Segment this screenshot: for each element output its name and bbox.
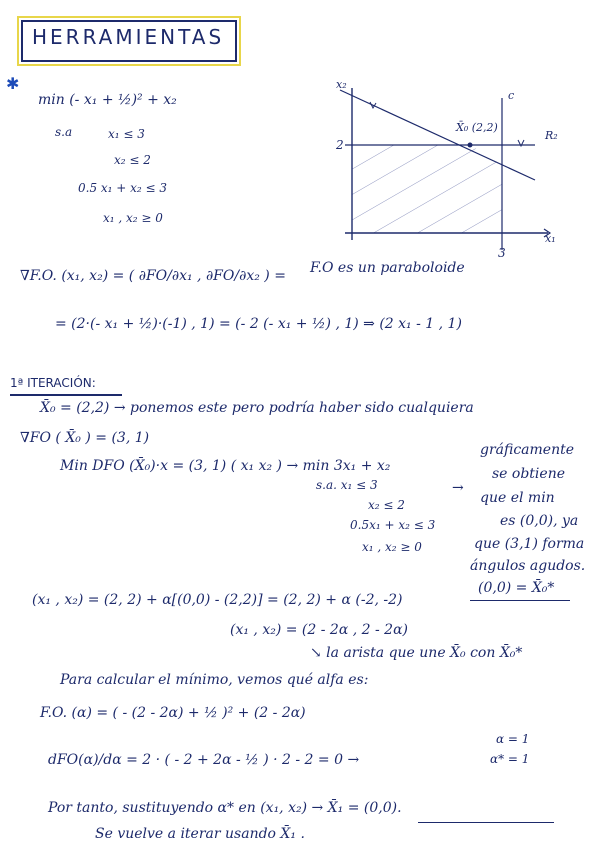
graph-point-label: X̄₀ (2,2)	[456, 121, 498, 134]
gradient-definition: ∇F.O. (x₁, x₂) = ( ∂FO/∂x₁ , ∂FO/∂x₂ ) =	[20, 268, 286, 284]
side-result: (0,0) = X̄₀*	[478, 580, 555, 596]
objective-function: min (- x₁ + ½)² + x₂	[38, 92, 177, 108]
arista-note: ↘ la arista que une X̄₀ con X̄₀*	[310, 645, 523, 661]
sub-constraint-1: s.a. x₁ ≤ 3	[316, 478, 378, 492]
derivative-line: dFO(α)/dα = 2 · ( - 2 + 2α - ½ ) · 2 - 2 = 0 →	[48, 752, 360, 768]
iteration-heading: 1ª ITERACIÓN:	[10, 376, 96, 390]
sub-constraint-2: x₂ ≤ 2	[368, 498, 405, 512]
subject-to: s.a	[55, 125, 73, 139]
x1-underline	[418, 822, 554, 823]
graph-tick-y: 2	[336, 138, 344, 152]
linear-subproblem: Min DFO (X̄₀)·x = (3, 1) ( x₁ x₂ ) → min 3x₁ + x₂	[60, 458, 391, 474]
graph-corner-mark: c	[508, 89, 515, 102]
fo-alpha: F.O. (α) = ( - (2 - 2α) + ½ )² + (2 - 2α)	[40, 705, 306, 721]
segment-simplified: (x₁ , x₂) = (2 - 2α , 2 - 2α)	[230, 622, 408, 638]
graph-y-label: x₂	[336, 78, 347, 91]
page-title: HERRAMIENTAS	[32, 25, 225, 49]
side-note-3: que el min	[480, 490, 555, 506]
alpha-star: α* = 1	[490, 752, 530, 766]
constraint-1: x₁ ≤ 3	[108, 127, 145, 141]
constraint-2: x₂ ≤ 2	[114, 153, 151, 167]
feasible-region	[352, 145, 502, 233]
por-tanto-line: Por tanto, sustituyendo α* en (x₁, x₂) → X̄₁ = (0,0).	[48, 800, 402, 816]
sub-constraint-3: 0.5x₁ + x₂ ≤ 3	[350, 518, 436, 532]
gradient-at-x0: ∇FO ( X̄₀ ) = (3, 1)	[20, 430, 150, 446]
para-line: Para calcular el mínimo, vemos qué alfa es:	[60, 672, 369, 688]
star-mark: ✱	[6, 74, 20, 93]
iterate-again-line: Se vuelve a iterar usando X̄₁ .	[95, 826, 305, 842]
paraboloid-note: F.O es un paraboloide	[310, 260, 465, 276]
feasible-region-graph	[330, 80, 570, 260]
segment-parametric: (x₁ , x₂) = (2, 2) + α[(0,0) - (2,2)] = (2, 2) + α (-2, -2)	[32, 592, 403, 608]
side-arrow: →	[452, 480, 464, 496]
alpha-one: α = 1	[496, 732, 530, 746]
x0-line: X̄₀ = (2,2) → ponemos este pero podría haber sido cualquiera	[40, 400, 474, 416]
side-note-4: es (0,0), ya	[500, 513, 579, 529]
constraint-4: x₁ , x₂ ≥ 0	[103, 211, 163, 225]
gradient-result: = (2·(- x₁ + ½)·(-1) , 1) = (- 2 (- x₁ + ½) , 1) ⇒ (2 x₁ - 1 , 1)	[55, 316, 462, 332]
constraint-3: 0.5 x₁ + x₂ ≤ 3	[78, 181, 168, 195]
point-x0	[468, 143, 473, 148]
graph-line-label: R₂	[545, 129, 558, 142]
side-note-2: se obtiene	[492, 466, 566, 482]
side-note-6: ángulos agudos.	[470, 558, 586, 574]
iteration-underline	[10, 394, 122, 396]
graph-x-label: x₁	[545, 232, 556, 245]
side-result-underline	[470, 600, 570, 601]
side-note-1: gráficamente	[480, 442, 575, 458]
sub-constraint-4: x₁ , x₂ ≥ 0	[362, 540, 422, 554]
graph-tick-x: 3	[498, 246, 506, 260]
side-note-5: que (3,1) forma	[474, 536, 585, 552]
